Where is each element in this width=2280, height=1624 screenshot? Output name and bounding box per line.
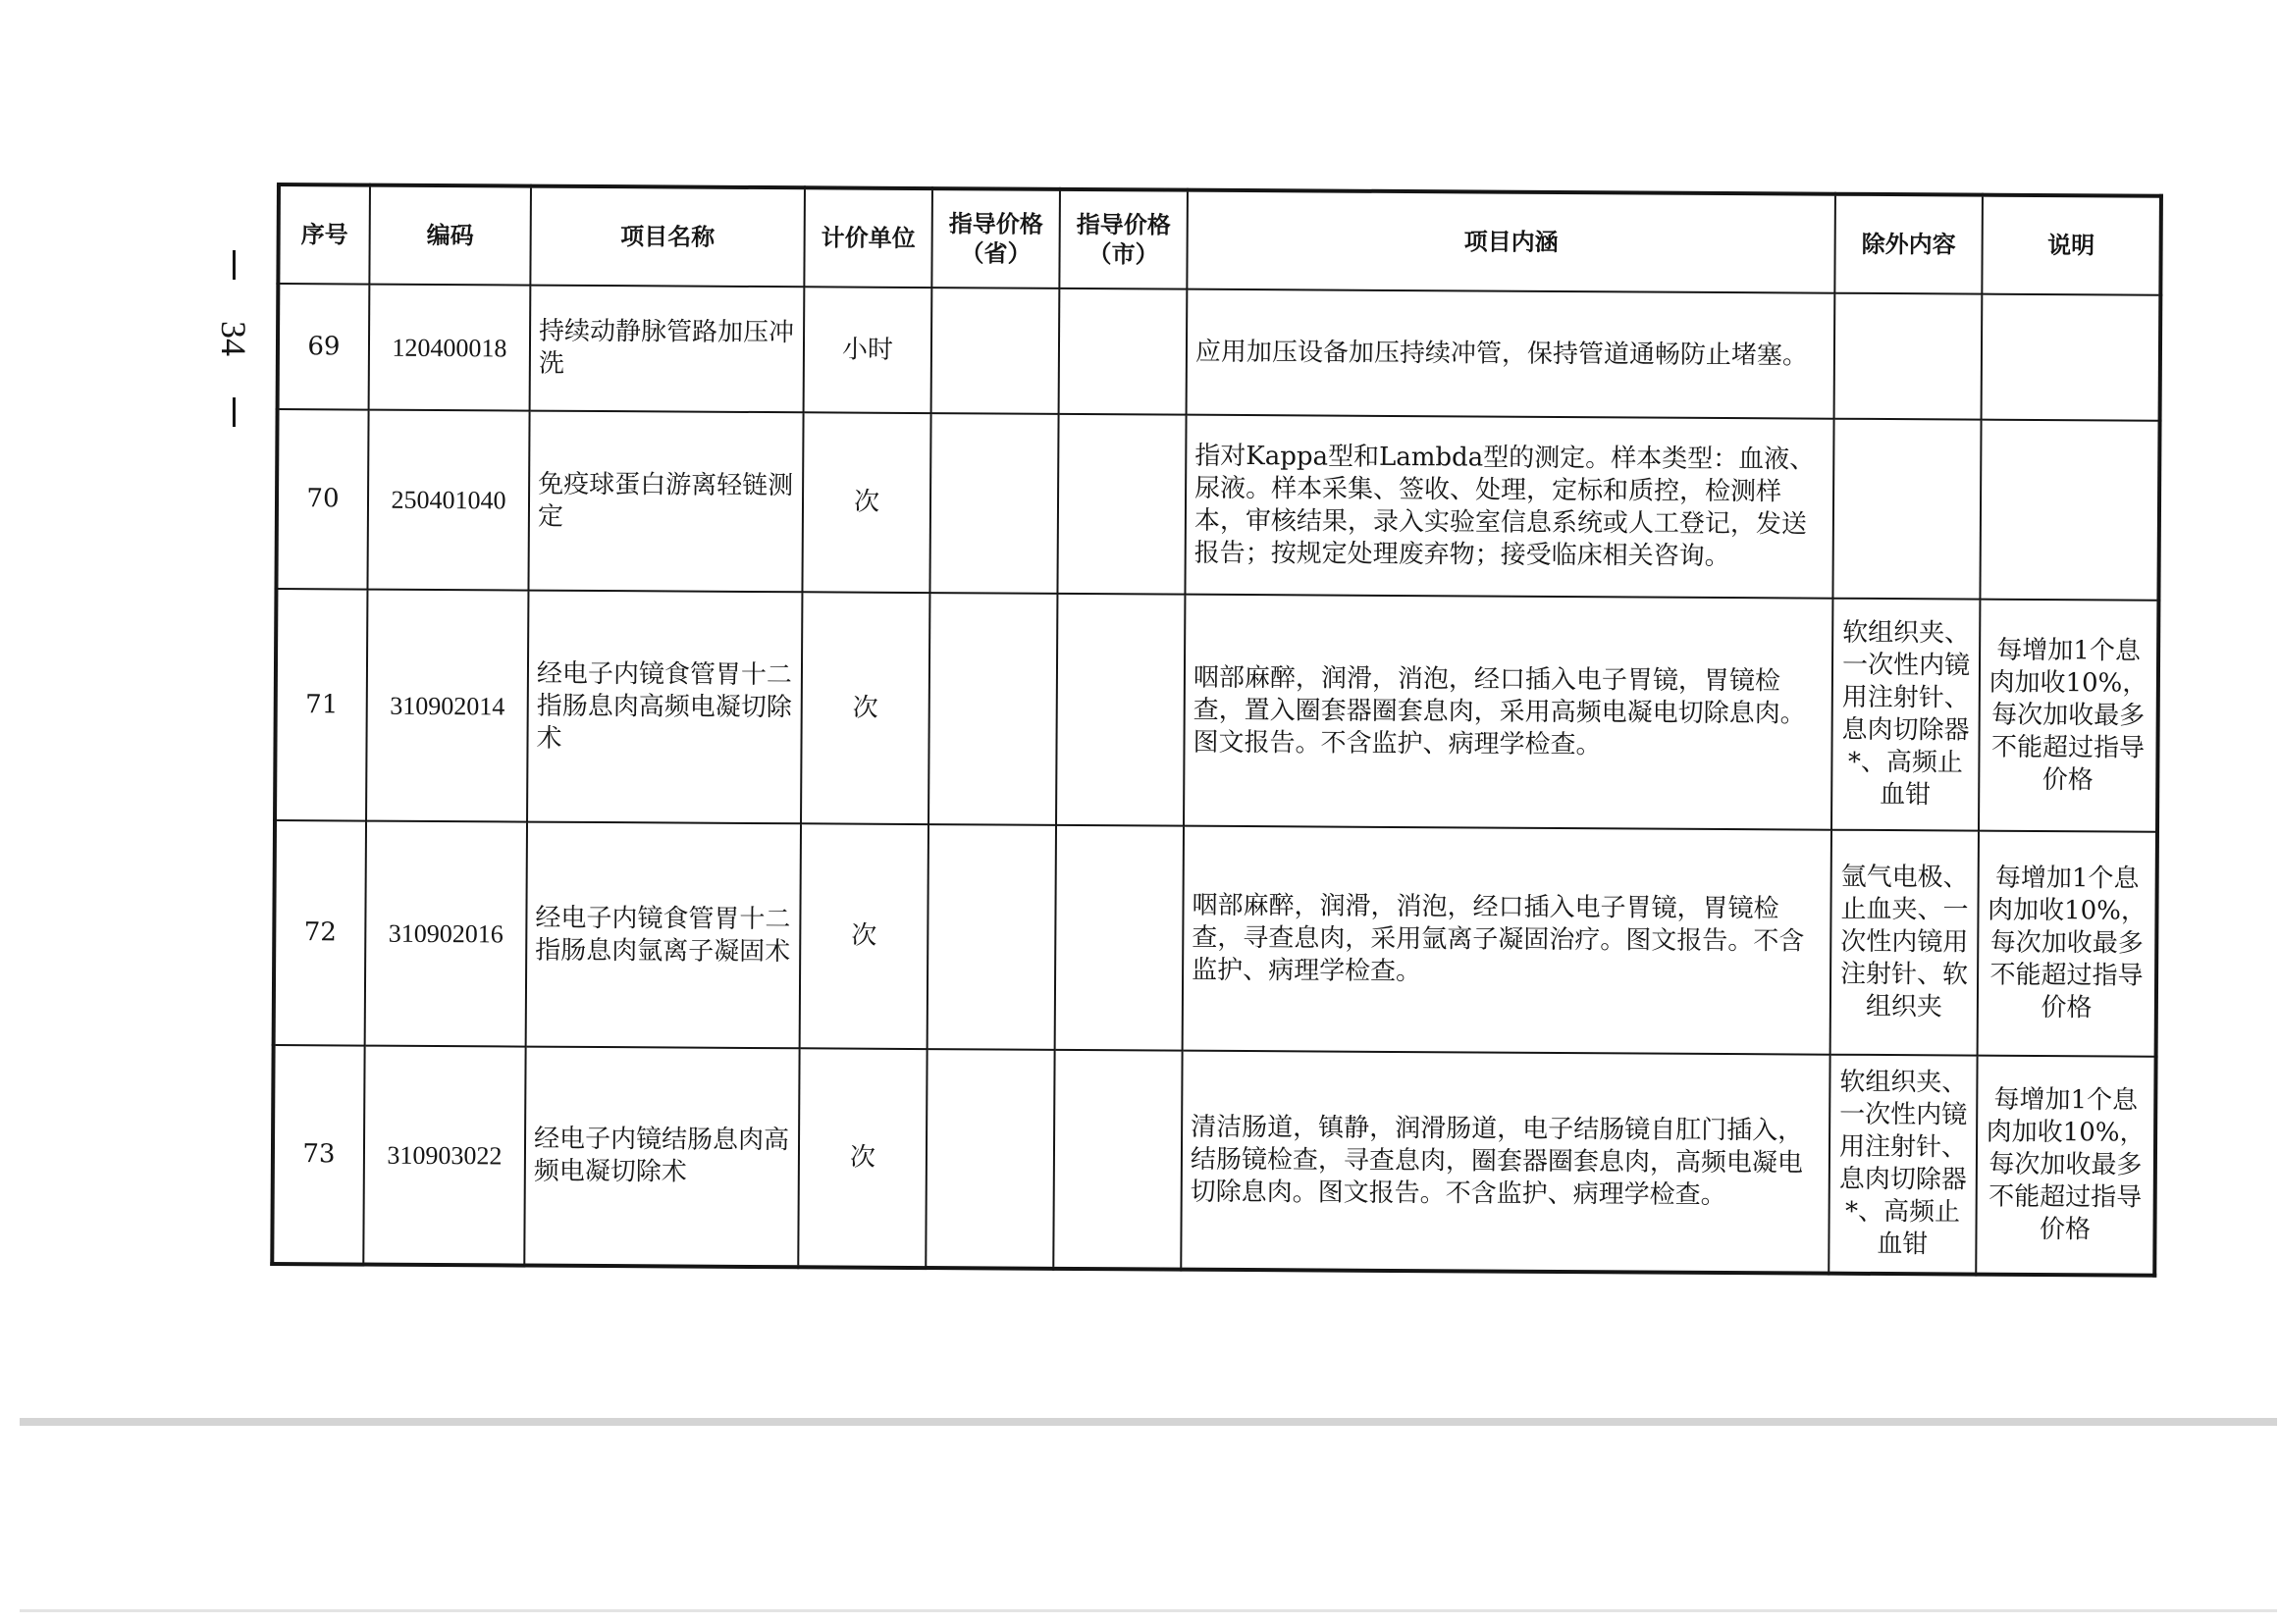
cell-price-province (929, 413, 1058, 594)
cell-price-city (1055, 825, 1184, 1051)
header-unit: 计价单位 (804, 187, 932, 288)
cell-name: 经电子内镜结肠息肉高频电凝切除术 (524, 1047, 799, 1268)
cell-price-city (1057, 414, 1186, 595)
header-name: 项目名称 (530, 186, 805, 288)
scan-bottom-line (20, 1609, 2277, 1612)
cell-price-province (926, 1049, 1054, 1269)
cell-price-province (931, 288, 1060, 414)
cell-content: 咽部麻醉，润滑，消泡，经口插入电子胃镜，胃镜检查，置入圈套器圈套息肉，采用高频电凝电切除息肉。图文报告。不含监护、病理学检查。 (1184, 595, 1832, 830)
cell-unit: 次 (800, 823, 928, 1049)
cell-code: 310902014 (366, 590, 528, 822)
cell-name: 持续动静脉管路加压冲洗 (530, 286, 805, 413)
cell-price-city (1059, 288, 1188, 415)
cell-content: 咽部麻醉，润滑，消泡，经口插入电子胃镜，胃镜检查，寻查息肉，采用氩离子凝固治疗。图文报告。不含监护、病理学检查。 (1183, 826, 1831, 1055)
table-row (272, 1045, 2155, 1276)
table-row (275, 589, 2158, 832)
cell-exclusions: 软组织夹、一次性内镜用注射针、息肉切除器*、高频止血钳 (1831, 599, 1980, 831)
cell-unit: 次 (802, 412, 930, 593)
cell-price-province (928, 824, 1056, 1050)
cell-seq: 69 (278, 284, 370, 410)
cell-notes (1980, 420, 2159, 601)
table-row (274, 820, 2157, 1057)
cell-exclusions: 软组织夹、一次性内镜用注射针、息肉切除器*、高频止血钳 (1829, 1055, 1977, 1275)
header-price-city: 指导价格（市） (1059, 189, 1188, 289)
fee-table (270, 183, 2163, 1278)
cell-exclusions (1834, 293, 1983, 420)
cell-content: 指对Kappa型和Lambda型的测定。样本类型：血液、尿液。样本采集、签收、处理，定标和质控，检测样本，审核结果，录入实验室信息系统或人工登记，发送报告；按规定处理废弃物；接受临床相关咨询。 (1185, 415, 1833, 599)
cell-name: 免疫球蛋白游离轻链测定 (528, 411, 803, 593)
header-exclusions: 除外内容 (1834, 194, 1983, 294)
page-number-dash-bottom (233, 397, 236, 427)
page-number-text: 34 (214, 321, 253, 356)
cell-notes: 每增加1个息肉加收10%，每次加收最多不能超过指导价格 (1979, 600, 2158, 832)
cell-price-city (1056, 594, 1185, 826)
table-row (276, 409, 2159, 601)
page-number (204, 250, 263, 427)
header-code: 编码 (369, 185, 531, 286)
page-number-dash-top (233, 250, 236, 280)
cell-code: 120400018 (369, 285, 531, 411)
cell-price-city (1053, 1050, 1182, 1270)
cell-unit: 小时 (804, 287, 932, 413)
header-price-province: 指导价格（省） (931, 188, 1060, 288)
cell-content: 清洁肠道，镇静，润滑肠道，电子结肠镜自肛门插入，结肠镜检查，寻查息肉，圈套器圈套息肉，高频电凝电切除息肉。图文报告。不含监护、病理学检查。 (1181, 1051, 1829, 1274)
header-seq: 序号 (278, 184, 370, 285)
cell-seq: 73 (272, 1045, 364, 1265)
cell-content: 应用加压设备加压持续冲管，保持管道通畅防止堵塞。 (1187, 289, 1835, 419)
table-header-row (278, 184, 2161, 295)
cell-seq: 72 (274, 820, 366, 1046)
cell-notes: 每增加1个息肉加收10%，每次加收最多不能超过指导价格 (1976, 1056, 2155, 1276)
cell-name: 经电子内镜食管胃十二指肠息肉氩离子凝固术 (526, 822, 801, 1049)
header-notes: 说明 (1982, 195, 2161, 295)
cell-exclusions: 氩气电极、止血夹、一次性内镜用注射针、软组织夹 (1830, 830, 1979, 1056)
cell-exclusions (1832, 419, 1981, 600)
cell-notes (1982, 294, 2161, 421)
table-row (278, 284, 2161, 421)
fee-table-container (270, 183, 2159, 1263)
cell-code: 310903022 (363, 1046, 525, 1266)
cell-unit: 次 (798, 1048, 927, 1268)
scan-divider-line (20, 1418, 2277, 1426)
cell-price-province (928, 593, 1057, 825)
cell-unit: 次 (801, 592, 929, 824)
cell-code: 250401040 (367, 410, 529, 591)
cell-code: 310902016 (365, 821, 527, 1047)
cell-notes: 每增加1个息肉加收10%，每次加收最多不能超过指导价格 (1978, 831, 2157, 1057)
cell-seq: 70 (276, 409, 368, 590)
cell-seq: 71 (275, 589, 367, 821)
cell-name: 经电子内镜食管胃十二指肠息肉高频电凝切除术 (527, 591, 802, 824)
header-content: 项目内涵 (1187, 190, 1835, 293)
